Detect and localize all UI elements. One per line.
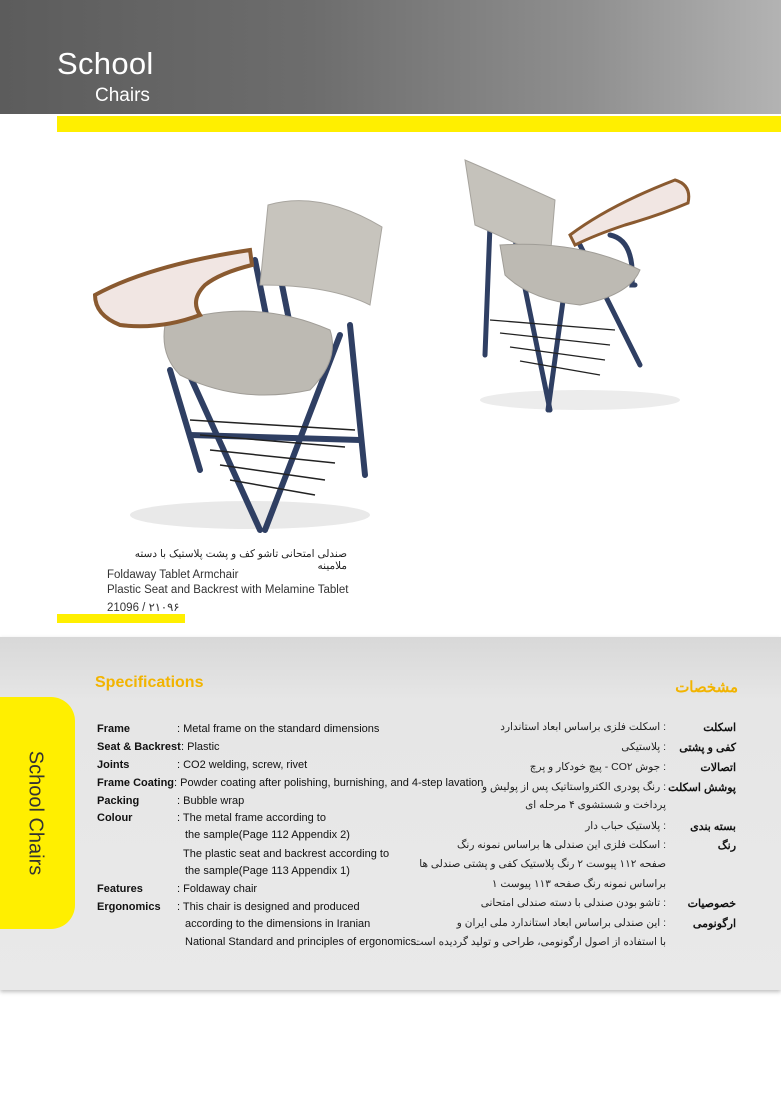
spec-value: : Foldaway chair	[177, 883, 258, 895]
spec-label: Colour	[97, 812, 133, 824]
product-name-fa: صندلی امتحانی تاشو کف و پشت پلاستیک با دسته ملامینه	[134, 548, 347, 572]
header-accent-bar	[57, 116, 781, 132]
spec-label-fa: ارگونومی	[692, 918, 736, 930]
specifications-title: Specifications	[95, 674, 204, 691]
product-code: 21096 / ۲۱۰۹۶	[107, 602, 180, 614]
spec-label: Seat & Backrest	[97, 741, 181, 753]
spec-label-fa: اتصالات	[700, 762, 736, 774]
spec-label: Frame	[97, 723, 131, 735]
spec-value-fa: : این صندلی براساس ابعاد استاندارد ملی ایران و	[456, 917, 666, 929]
spec-label-fa: اسکلت	[703, 722, 736, 734]
spec-label-fa: خصوصیات	[687, 898, 736, 910]
spec-value: : The metal frame according to	[177, 812, 326, 824]
spec-value: according to the dimensions in Iranian	[185, 918, 371, 930]
spec-value: National Standard and principles of ergonomics.	[185, 936, 420, 948]
spec-value: the sample(Page 113 Appendix 1)	[185, 865, 350, 877]
spec-value: : CO2 welding, screw, rivet	[177, 759, 308, 771]
chair-photo-rear	[460, 155, 695, 415]
spec-value-fa: : اسکلت فلزی این صندلی ها براساس نمونه رنگ	[457, 839, 666, 851]
spec-label-fa: کفی و پشتی	[679, 742, 736, 754]
spec-value: the sample(Page 112 Appendix 2)	[185, 829, 350, 841]
spec-value-fa: با استفاده از اصول ارگونومی، طراحی و تولید گردیده است.	[410, 936, 666, 948]
spec-label: Features	[97, 883, 143, 895]
spec-label-fa: پوشش اسکلت	[668, 782, 736, 794]
caption-accent-bar	[57, 614, 185, 623]
spec-value: The plastic seat and backrest according to	[183, 848, 390, 860]
side-tab-label: School Chairs	[24, 750, 47, 876]
spec-value-fa: : اسکلت فلزی براساس ابعاد استاندارد	[500, 721, 666, 733]
spec-value: : Bubble wrap	[177, 795, 245, 807]
spec-value-fa: : رنگ پودری الکترواستاتیک پس از پولیش و	[481, 781, 666, 793]
product-description: Plastic Seat and Backrest with Melamine Tablet	[107, 584, 349, 596]
product-name: Foldaway Tablet Armchair	[107, 569, 239, 581]
spec-value-fa: : پلاستیک حباب دار	[585, 820, 666, 832]
spec-label: Packing	[97, 795, 140, 807]
spec-value-fa: صفحه ۱۱۲ پیوست ۲ رنگ پلاستیک کفی و پشتی صندلی ها	[419, 858, 666, 870]
spec-value-fa: پرداخت و شستشوی ۴ مرحله ای	[525, 799, 666, 811]
spec-value-fa: براساس نمونه رنگ صفحه ۱۱۳ پیوست ۱	[491, 878, 666, 890]
spec-label: Frame Coating	[97, 777, 175, 789]
chair-photo-front	[90, 185, 390, 540]
specifications-title-fa: مشخصات	[675, 679, 738, 696]
spec-value: : Metal frame on the standard dimensions	[177, 723, 380, 735]
spec-value-fa: : پلاستیکی	[621, 741, 666, 753]
spec-value-fa: : تاشو بودن صندلی با دسته صندلی امتحانی	[480, 897, 666, 909]
spec-value-fa: : جوش CO۲ - پیچ خودکار و پرچ	[529, 761, 666, 773]
page-title: School	[57, 46, 154, 81]
spec-label: Joints	[97, 759, 130, 771]
spec-value: : Powder coating after polishing, burnishing, and 4-step lavation	[174, 777, 484, 789]
spec-label-fa: بسته بندی	[690, 821, 736, 833]
spec-label: Ergonomics	[97, 901, 161, 913]
page-subtitle: Chairs	[95, 85, 150, 106]
spec-value: : This chair is designed and produced	[177, 901, 360, 913]
spec-label-fa: رنگ	[717, 840, 736, 852]
spec-value: : Plastic	[181, 741, 220, 753]
